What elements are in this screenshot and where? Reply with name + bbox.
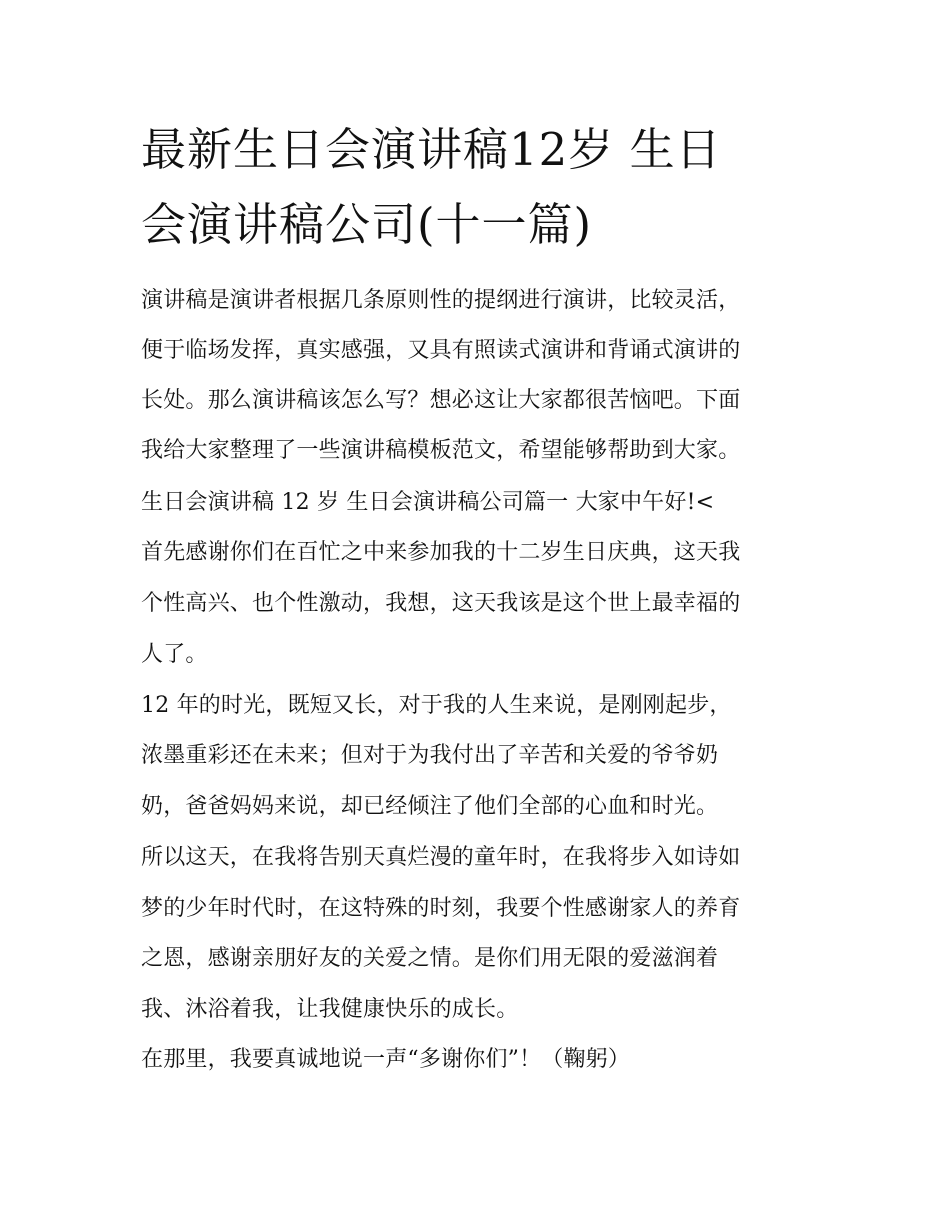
body-line-10: 浓墨重彩还在未来；但对于为我付出了辛苦和关爱的爷爷奶 xyxy=(141,743,719,768)
body-line-13: 梦的少年时代时，在这特殊的时刻，我要个性感谢家人的养育 xyxy=(141,896,741,921)
body-line-2: 便于临场发挥，真实感强，又具有照读式演讲和背诵式演讲的 xyxy=(141,338,741,363)
body-line-15: 我、沐浴着我，让我健康快乐的成长。 xyxy=(141,997,519,1022)
body-line-8: 人了。 xyxy=(141,642,208,667)
body-line-4: 我给大家整理了一些演讲稿模板范文，希望能够帮助到大家。 xyxy=(141,438,741,463)
title-line-1: 最新生日会演讲稿12岁 生日 xyxy=(141,123,722,176)
body-line-9: 12 年的时光，既短又长，对于我的人生来说，是刚刚起步， xyxy=(141,693,732,718)
body-line-7: 个性高兴、也个性激动，我想，这天我该是这个世上最幸福的 xyxy=(141,591,741,616)
body-line-16: 在那里，我要真诚地说一声“多谢你们”！（鞠躬） xyxy=(141,1047,631,1072)
body-line-3: 长处。那么演讲稿该怎么写？想必这让大家都很苦恼吧。下面 xyxy=(141,388,741,413)
title-line-2: 会演讲稿公司(十一篇) xyxy=(141,198,593,251)
body-line-5: 生日会演讲稿 12 岁 生日会演讲稿公司篇一 大家中午好!< xyxy=(141,490,715,515)
body-line-1: 演讲稿是演讲者根据几条原则性的提纲进行演讲，比较灵活， xyxy=(141,288,741,313)
body-line-14: 之恩，感谢亲朋好友的关爱之情。是你们用无限的爱滋润着 xyxy=(141,946,719,971)
document-title xyxy=(141,112,821,262)
body-line-12: 所以这天，在我将告别天真烂漫的童年时，在我将步入如诗如 xyxy=(141,845,741,870)
body-line-6: 首先感谢你们在百忙之中来参加我的十二岁生日庆典，这天我 xyxy=(141,540,741,565)
body-line-11: 奶，爸爸妈妈来说，却已经倾注了他们全部的心血和时光。 xyxy=(141,794,719,819)
